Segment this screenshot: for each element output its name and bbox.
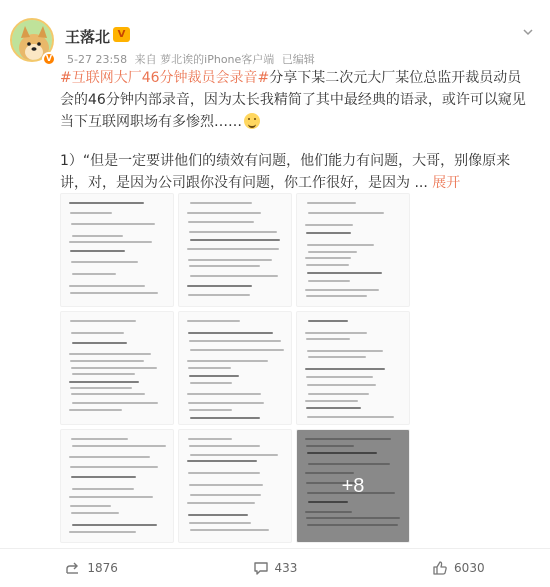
doc-text-line <box>189 484 263 486</box>
repost-icon <box>65 560 81 576</box>
doc-text-line <box>307 350 383 352</box>
doc-text-line <box>71 393 145 395</box>
doc-text-line <box>71 476 136 478</box>
doc-text-line <box>305 368 385 370</box>
doc-text-line <box>308 356 366 358</box>
doc-text-line <box>70 250 125 252</box>
doc-text-line <box>305 257 351 259</box>
doc-text-line <box>305 289 379 291</box>
doc-text-line <box>187 502 255 504</box>
doc-text-line <box>71 223 155 225</box>
doc-text-line <box>190 275 278 277</box>
verified-badge-icon: V <box>42 52 56 66</box>
doc-text-line <box>306 232 351 234</box>
doc-text-line <box>70 387 132 389</box>
doc-text-line <box>308 251 357 253</box>
doc-text-line <box>305 332 367 334</box>
action-bar <box>0 548 550 587</box>
more-images-overlay[interactable]: +8 <box>297 430 409 542</box>
doc-text-line <box>306 407 361 409</box>
gallery-image-more[interactable] <box>296 429 410 543</box>
edited-label[interactable]: 已编辑 <box>281 53 315 66</box>
doc-text-line <box>70 292 158 294</box>
doc-text-line <box>190 382 232 384</box>
doc-text-line <box>189 265 260 267</box>
doc-text-line <box>69 456 150 458</box>
doc-text-line <box>187 212 261 214</box>
doc-text-line <box>69 496 153 498</box>
member-crown-icon[interactable]: V <box>113 27 130 42</box>
doc-text-line <box>308 393 369 395</box>
doc-text-line <box>69 202 144 204</box>
doc-text-line <box>190 494 261 496</box>
gallery-image[interactable] <box>60 193 174 307</box>
doc-text-line <box>69 381 139 383</box>
doc-text-line <box>71 367 157 369</box>
doc-text-line <box>187 320 240 322</box>
doc-text-line <box>189 445 260 447</box>
gallery-image[interactable] <box>178 193 292 307</box>
doc-text-line <box>69 241 152 243</box>
doc-text-line <box>190 529 269 531</box>
doc-text-line <box>71 332 124 334</box>
doc-text-line <box>307 272 382 274</box>
gallery-image[interactable] <box>178 311 292 425</box>
topic-link[interactable]: #互联网大厂46分钟裁员会录音# <box>60 70 270 86</box>
username[interactable]: 王落北 <box>65 28 111 46</box>
gallery-image[interactable] <box>296 193 410 307</box>
doc-text-line <box>306 295 367 297</box>
image-gallery <box>60 193 410 545</box>
doc-text-line <box>69 531 136 533</box>
doc-text-line <box>189 375 239 377</box>
doc-text-line <box>188 367 231 369</box>
doc-text-line <box>305 400 358 402</box>
doc-text-line <box>190 239 280 241</box>
doc-text-line <box>308 212 384 214</box>
post-source: 来自 萝北诶的iPhone客户端 <box>134 53 275 66</box>
doc-text-line <box>308 280 350 282</box>
post-header <box>10 18 540 70</box>
doc-text-line <box>188 438 232 440</box>
doc-text-line <box>72 445 166 447</box>
doc-text-line <box>72 524 157 526</box>
post-text: 分享下某二次元大厂某位总监开裁员动员会的46分钟内部录音，因为太长我精简了其中最经典的语录，或许可以窥见当下互联网职场有多惨烈…… <box>60 70 526 130</box>
chevron-down-icon[interactable] <box>522 26 534 38</box>
doc-text-line <box>190 417 260 419</box>
doc-text-line <box>69 353 151 355</box>
doc-text-line <box>189 409 232 411</box>
doc-text-line <box>307 384 376 386</box>
doc-text-line <box>70 320 136 322</box>
post-quote <box>60 150 530 194</box>
doc-text-line <box>190 454 278 456</box>
repost-count: 1876 <box>87 561 118 575</box>
doc-text-line <box>69 285 145 287</box>
doc-text-line <box>190 349 284 351</box>
doc-text-line <box>72 488 134 490</box>
gallery-image[interactable] <box>60 429 174 543</box>
doc-text-line <box>72 342 127 344</box>
doc-text-line <box>189 231 277 233</box>
doc-text-line <box>188 259 272 261</box>
doc-text-line <box>72 273 116 275</box>
gallery-image[interactable] <box>60 311 174 425</box>
emoji-icon <box>244 113 260 129</box>
doc-text-line <box>70 466 158 468</box>
doc-text-line <box>188 332 273 334</box>
doc-text-line <box>306 264 349 266</box>
doc-text-line <box>305 224 353 226</box>
comment-button[interactable] <box>183 549 366 587</box>
doc-text-line <box>70 505 111 507</box>
post-date[interactable]: 5-27 23:58 <box>67 53 128 66</box>
doc-text-line <box>307 202 356 204</box>
gallery-image[interactable] <box>296 311 410 425</box>
like-icon <box>432 560 448 576</box>
quote-text: 1）“但是一定要讲他们的绩效有问题，他们能力有问题，大哥，别像原来讲，对，是因为公司跟你没有问题，你工作很好，是因为 ... <box>60 153 511 191</box>
doc-text-line <box>190 202 252 204</box>
doc-text-line <box>70 212 112 214</box>
like-button[interactable] <box>367 549 550 587</box>
doc-text-line <box>71 438 128 440</box>
post-meta <box>67 51 319 67</box>
doc-text-line <box>72 235 123 237</box>
post-body <box>60 67 535 133</box>
doc-text-line <box>69 409 122 411</box>
doc-text-line <box>189 340 281 342</box>
doc-text-line <box>307 416 394 418</box>
doc-text-line <box>72 373 135 375</box>
doc-text-line <box>71 261 138 263</box>
doc-text-line <box>72 402 158 404</box>
repost-button[interactable] <box>0 549 183 587</box>
doc-text-line <box>71 512 119 514</box>
doc-text-line <box>307 244 374 246</box>
doc-text-line <box>306 376 373 378</box>
expand-link[interactable]: 展开 <box>432 175 461 191</box>
doc-text-line <box>188 472 260 474</box>
doc-text-line <box>187 460 257 462</box>
doc-text-line <box>188 294 250 296</box>
gallery-image[interactable] <box>178 429 292 543</box>
doc-text-line <box>306 338 350 340</box>
doc-text-line <box>187 285 252 287</box>
doc-text-line <box>188 402 264 404</box>
doc-text-line <box>189 522 251 524</box>
comment-count: 433 <box>274 561 298 575</box>
doc-text-line <box>188 514 248 516</box>
doc-text-line <box>70 360 144 362</box>
doc-text-line <box>308 320 348 322</box>
comment-icon <box>253 560 269 576</box>
like-count: 6030 <box>454 561 485 575</box>
doc-text-line <box>187 360 268 362</box>
doc-text-line <box>187 393 261 395</box>
doc-text-line <box>187 248 279 250</box>
doc-text-line <box>188 221 254 223</box>
